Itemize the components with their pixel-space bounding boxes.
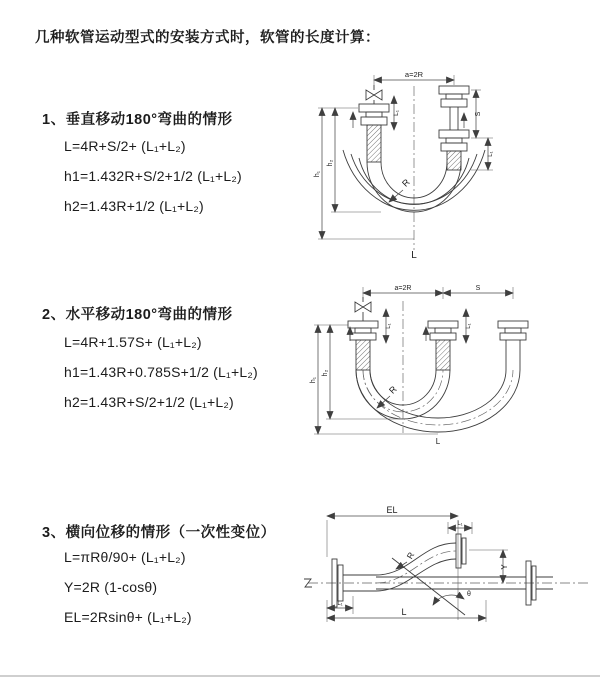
dim-h1-h2-left (314, 108, 414, 239)
dim-el-top (327, 505, 458, 557)
dim-label-l1: L₁ (337, 601, 343, 607)
diagram-horizontal-180-bend (306, 281, 598, 461)
page-title: 几种软管运动型式的安装方式时，软管的长度计算： (35, 30, 380, 46)
dim-l1-fittings (386, 309, 472, 343)
dim-label-h1: h₁ (310, 376, 317, 384)
dim-label-l1: L₁ (393, 110, 400, 116)
dim-label-h2: h₂ (327, 159, 334, 167)
middle-pipe-flange (428, 321, 458, 370)
dim-label-l1: L₁ (386, 323, 392, 329)
radius-label: R (387, 384, 399, 396)
right-pipe-flange (439, 86, 469, 170)
section-1-formula-h1: h1=1.432R+S/2+1/2 (L₁+L₂) (64, 168, 242, 184)
dim-h1-h2-left (310, 325, 438, 434)
dim-label-h1: h₁ (314, 170, 321, 178)
diagram-vertical-180-bend (308, 66, 595, 266)
dim-label-l1: L₁ (457, 521, 463, 527)
dim-label-el: EL (386, 505, 398, 515)
angle-callout (433, 591, 471, 605)
radius-label: R (400, 177, 412, 189)
braided-hose-section (436, 340, 450, 370)
section-3-heading: 3、横向位移的情形（一次性变位） (42, 525, 276, 541)
dim-label-l: L (401, 607, 407, 617)
right-pipe-flange (498, 321, 528, 370)
section-2-formula-h1: h1=1.43R+0.785S+1/2 (L₁+L₂) (64, 364, 258, 380)
dim-label-s: S (475, 111, 482, 117)
dim-y-right (469, 550, 509, 583)
braided-hose-section (356, 340, 370, 370)
dim-a-2r (374, 70, 454, 85)
valve-icon (366, 85, 382, 104)
hose-s-curve (376, 543, 456, 591)
section-2-formula-h2: h2=1.43R+S/2+1/2 (L₁+L₂) (64, 394, 234, 410)
radius-label: R (404, 550, 417, 561)
dim-label-a-2r: a=2R (394, 285, 412, 292)
diagram-lateral-displacement (296, 502, 598, 650)
section-2-heading: 2、水平移动180°弯曲的情形 (42, 307, 233, 323)
section-3-formula-l: L=πRθ/90+ (L₁+L₂) (64, 549, 186, 565)
section-2-formula-l: L=4R+1.57S+ (L₁+L₂) (64, 334, 202, 350)
radius-callout (396, 550, 416, 569)
length-label: L (411, 250, 417, 261)
section-3-formula-y: Y=2R (1-cosθ) (64, 579, 158, 595)
dim-a-2r (363, 285, 513, 299)
dim-l1-top-right (448, 521, 472, 534)
left-pipe-flange (359, 104, 389, 162)
section-1-formula-h2: h2=1.43R+1/2 (L₁+L₂) (64, 198, 204, 214)
dim-l-bottom (327, 600, 486, 622)
angle-label: θ (467, 591, 471, 598)
dim-label-l1: L₁ (466, 323, 472, 329)
valve-icon (355, 297, 371, 321)
dim-label-h2: h₂ (322, 369, 329, 377)
section-1-heading: 1、垂直移动180°弯曲的情形 (42, 112, 233, 128)
section-3-formula-el: EL=2Rsinθ+ (L₁+L₂) (64, 609, 192, 625)
dim-label-a-2r: a=2R (404, 70, 424, 79)
left-pipe-flange (348, 321, 378, 370)
length-label: L (435, 437, 441, 446)
dim-l1-left (393, 96, 400, 130)
braided-hose-section (447, 151, 461, 170)
hose-u-bend-position-2 (356, 370, 520, 432)
dim-label-y: Y (500, 564, 509, 570)
braided-hose-section (367, 125, 381, 162)
dim-label-l1-right: L₁ (488, 151, 494, 157)
top-right-flange (456, 534, 466, 568)
dim-label-s: S (475, 285, 481, 292)
section-1-formula-l: L=4R+S/2+ (L₁+L₂) (64, 138, 186, 154)
